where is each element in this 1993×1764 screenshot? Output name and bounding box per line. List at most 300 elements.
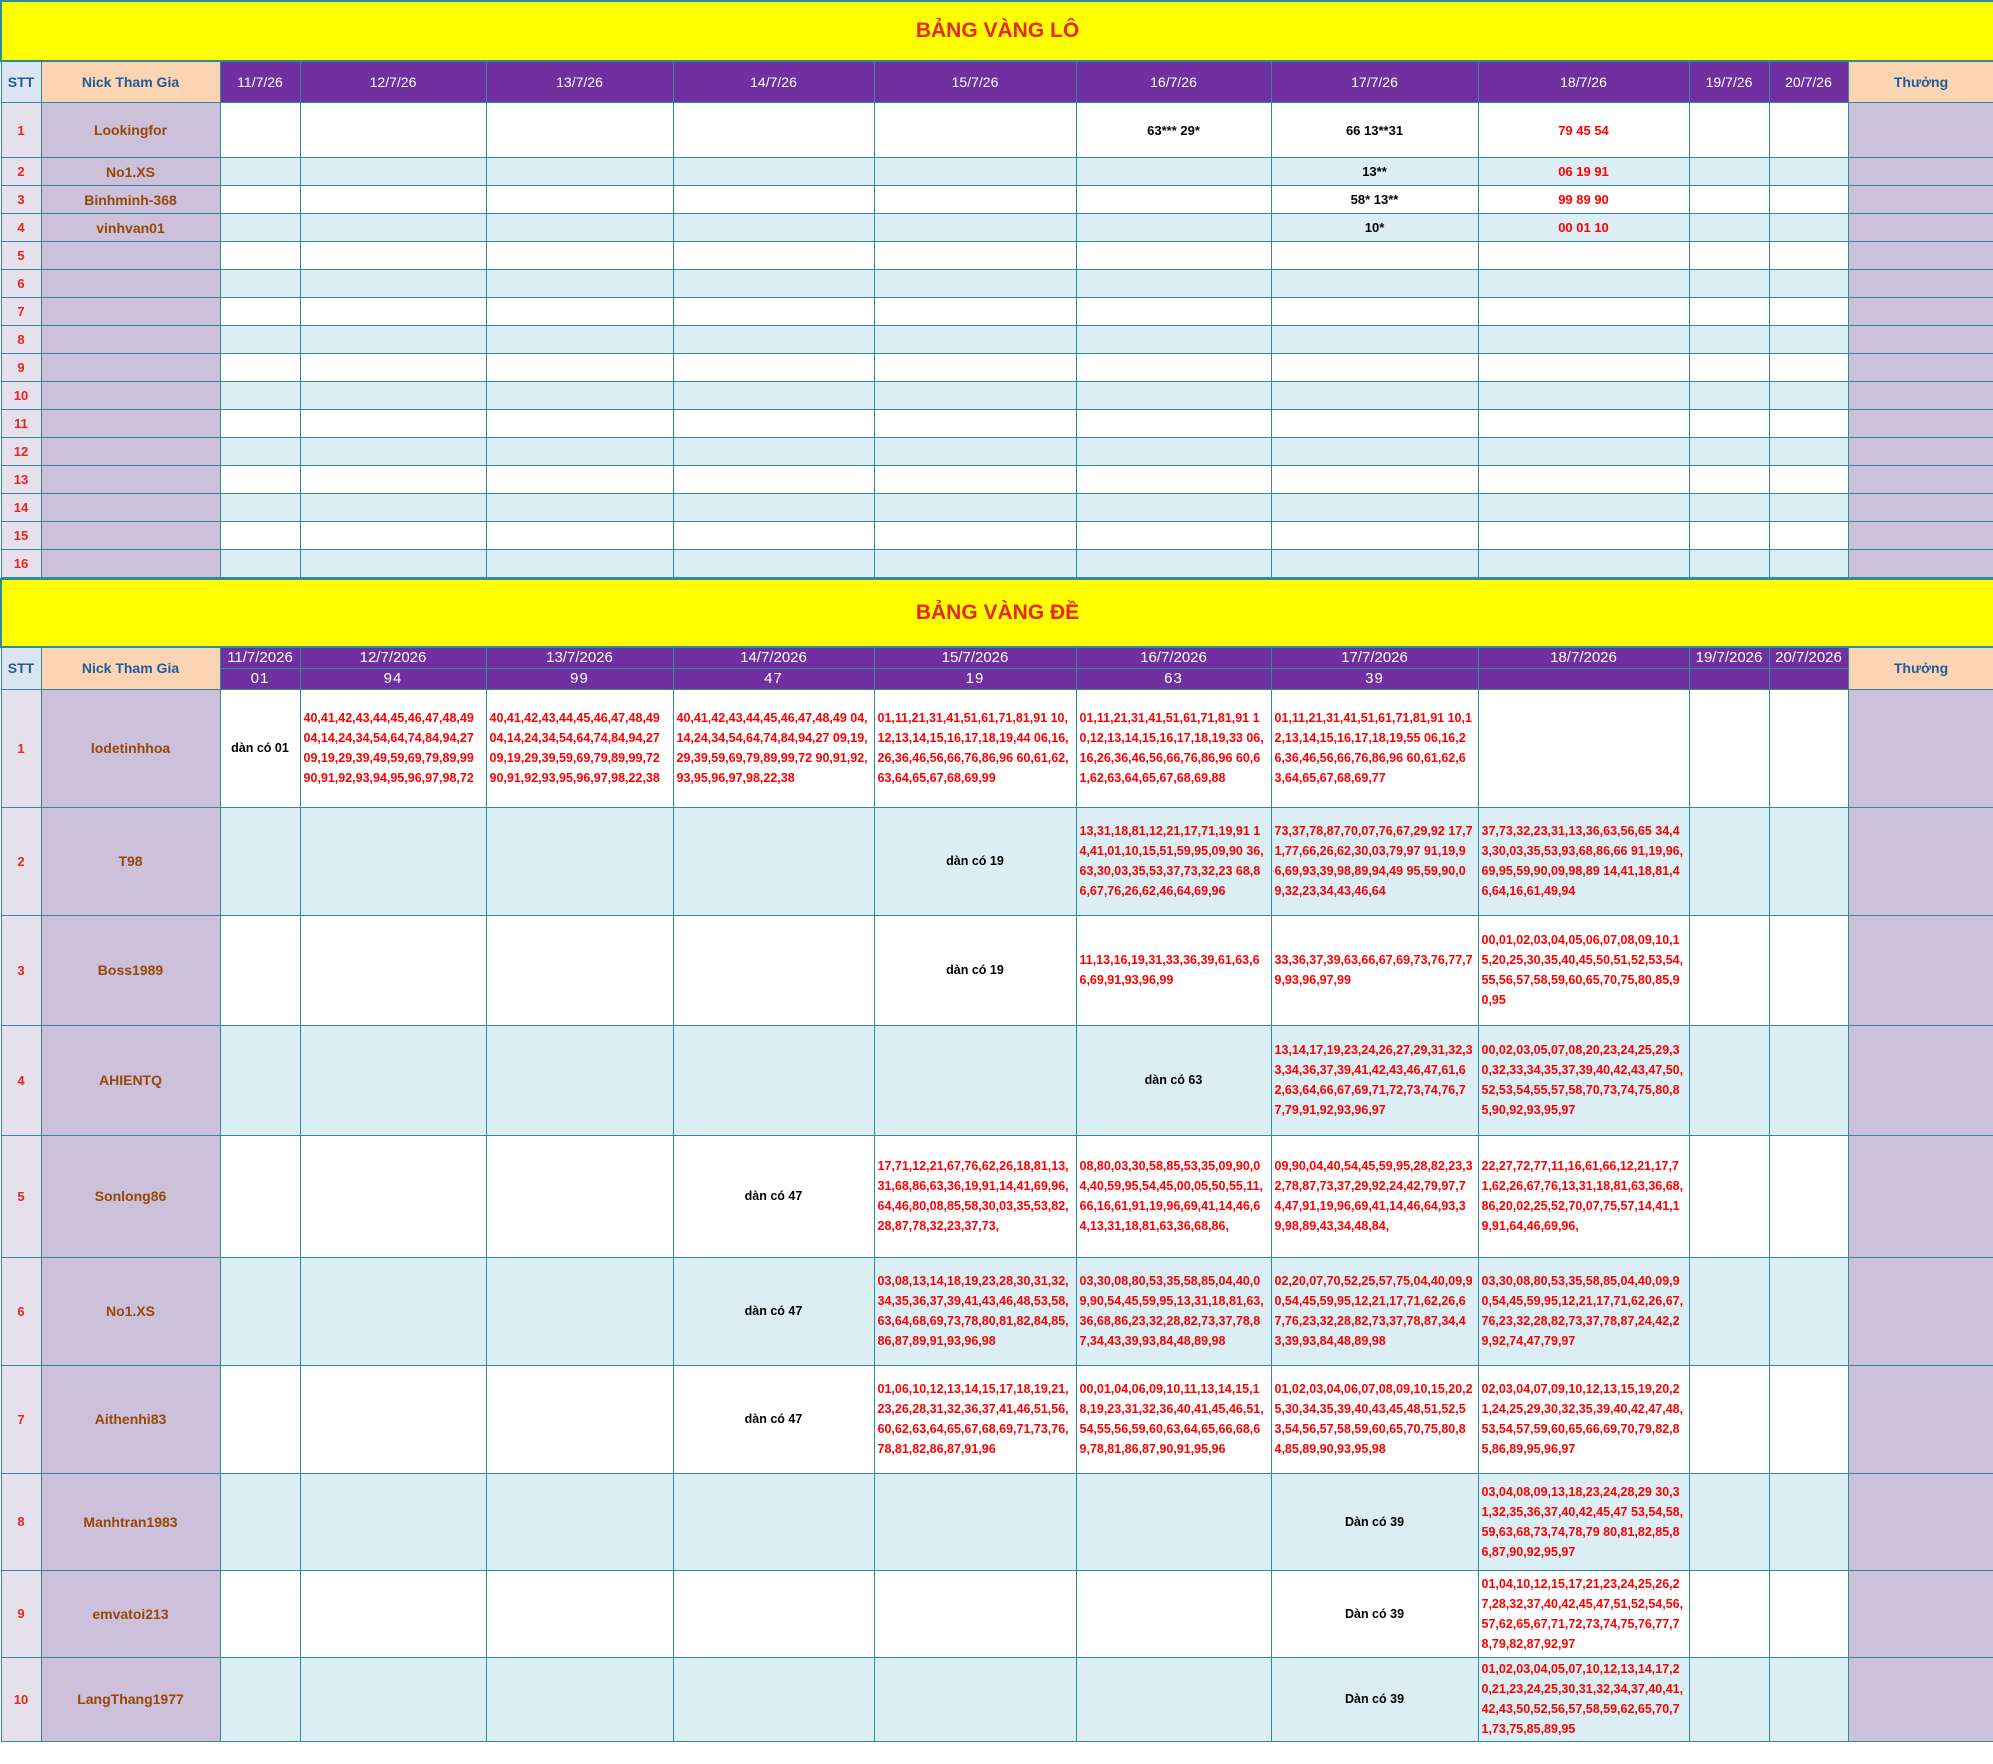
de-cell: 17,71,12,21,67,76,62,26,18,81,13,31,68,86,63,36,19,91,14,41,69,96,64,46,80,08,85,58,30,03,35,53,82,28,87,78,32,23,37,73, (874, 1135, 1076, 1257)
de-cell: 03,08,13,14,18,19,23,28,30,31,32,34,35,36,37,39,41,43,46,48,53,58,63,64,68,69,73,78,80,81,82,84,85,86,87,89,91,93,96,98 (874, 1257, 1076, 1365)
lo-cell (1769, 270, 1848, 298)
lo-cell (486, 494, 673, 522)
lo-cell (486, 242, 673, 270)
lo-cell (874, 382, 1076, 410)
lo-cell (874, 466, 1076, 494)
lo-cell: 00 01 10 (1478, 214, 1689, 242)
lo-cell (673, 298, 874, 326)
de-row (1, 1657, 1993, 1741)
lo-cell (1271, 298, 1478, 326)
lo-cell (874, 103, 1076, 158)
lo-cell (1769, 186, 1848, 214)
lo-cell (673, 270, 874, 298)
row-thuong (1848, 1365, 1993, 1473)
row-thuong (1848, 270, 1993, 298)
lo-date-header: 13/7/26 (486, 61, 673, 103)
lo-row (1, 214, 1993, 242)
row-thuong (1848, 326, 1993, 354)
row-stt: 2 (1, 807, 41, 915)
de-cell (1689, 1135, 1769, 1257)
row-thuong (1848, 494, 1993, 522)
lo-cell (300, 326, 486, 354)
lo-cell (673, 522, 874, 550)
lo-cell (1769, 466, 1848, 494)
row-nick: Sonlong86 (41, 1135, 220, 1257)
lo-cell (1271, 522, 1478, 550)
lo-cell (1076, 494, 1271, 522)
lo-cell (300, 550, 486, 578)
de-cell: 02,03,04,07,09,10,12,13,15,19,20,21,24,25,29,30,32,35,39,40,42,47,48,53,54,57,59,60,65,66,69,70,79,82,85,86,89,95,96,97 (1478, 1365, 1689, 1473)
de-result: 94 (300, 668, 486, 689)
row-nick (41, 522, 220, 550)
lo-cell (300, 270, 486, 298)
de-cell (220, 1257, 300, 1365)
de-cell (486, 1473, 673, 1570)
de-cell: 08,80,03,30,58,85,53,35,09,90,04,40,59,95,54,45,00,05,50,55,11,66,16,61,91,19,96,69,41,14,46,64,13,31,18,81,63,36,68,86, (1076, 1135, 1271, 1257)
de-nick-header: Nick Tham Gia (41, 647, 220, 689)
de-cell (486, 1570, 673, 1657)
lo-cell (1076, 298, 1271, 326)
de-cell (1689, 1025, 1769, 1135)
row-nick: T98 (41, 807, 220, 915)
lo-cell (1769, 326, 1848, 354)
de-result (1478, 668, 1689, 689)
de-cell (220, 1473, 300, 1570)
row-stt: 1 (1, 103, 41, 158)
lo-date-header: 14/7/26 (673, 61, 874, 103)
lo-cell (1478, 438, 1689, 466)
row-stt: 13 (1, 466, 41, 494)
lo-cell (220, 103, 300, 158)
de-cell (300, 1365, 486, 1473)
de-date-header: 11/7/2026 (220, 647, 300, 668)
dan-label: dàn có 19 (874, 915, 1076, 1025)
row-thuong (1848, 354, 1993, 382)
lo-cell (1076, 270, 1271, 298)
lo-date-header: 16/7/26 (1076, 61, 1271, 103)
lo-cell (220, 298, 300, 326)
row-nick (41, 382, 220, 410)
lo-cell (1271, 550, 1478, 578)
de-cell: 03,30,08,80,53,35,58,85,04,40,09,90,54,45,59,95,13,31,18,81,63,36,68,86,23,32,28,82,73,37,78,87,34,43,39,93,84,48,89,98 (1076, 1257, 1271, 1365)
de-cell (300, 915, 486, 1025)
lo-cell (300, 410, 486, 438)
de-cell (300, 1657, 486, 1741)
de-cell: 03,04,08,09,13,18,23,24,28,29 30,31,32,35,36,37,40,42,45,47 53,54,58,59,63,68,73,74,78,79 80,81,82,85,86,87,90,92,95,97 (1478, 1473, 1689, 1570)
row-thuong (1848, 242, 1993, 270)
lo-cell (1689, 298, 1769, 326)
de-cell: 13,14,17,19,23,24,26,27,29,31,32,33,34,36,37,39,41,42,43,46,47,61,62,63,64,66,67,69,71,72,73,74,76,77,79,91,92,93,96,97 (1271, 1025, 1478, 1135)
lo-title: BẢNG VÀNG LÔ (1, 1, 1993, 61)
lo-date-header: 20/7/26 (1769, 61, 1848, 103)
lo-cell (300, 186, 486, 214)
lo-row (1, 270, 1993, 298)
row-thuong (1848, 1025, 1993, 1135)
lo-body (1, 103, 1993, 578)
de-cell (874, 1657, 1076, 1741)
de-cell (220, 915, 300, 1025)
lo-row (1, 494, 1993, 522)
lo-cell: 63*** 29* (1076, 103, 1271, 158)
de-cell (486, 1257, 673, 1365)
row-stt: 5 (1, 1135, 41, 1257)
row-stt: 14 (1, 494, 41, 522)
lo-cell: 13** (1271, 158, 1478, 186)
lo-cell (1478, 298, 1689, 326)
lo-cell (1689, 214, 1769, 242)
row-stt: 8 (1, 1473, 41, 1570)
lo-cell (220, 494, 300, 522)
lo-cell (300, 522, 486, 550)
de-cell (300, 1570, 486, 1657)
row-thuong (1848, 186, 1993, 214)
row-stt: 5 (1, 242, 41, 270)
lo-cell (874, 186, 1076, 214)
de-cell (1076, 1570, 1271, 1657)
lo-thuong-header: Thưởng (1848, 61, 1993, 103)
de-cell (1076, 1473, 1271, 1570)
lo-cell (1271, 354, 1478, 382)
row-stt: 12 (1, 438, 41, 466)
de-row (1, 1365, 1993, 1473)
de-thuong-header: Thưởng (1848, 647, 1993, 689)
lo-cell (874, 242, 1076, 270)
de-cell (220, 1365, 300, 1473)
lo-cell (1689, 354, 1769, 382)
lo-cell (1689, 242, 1769, 270)
de-cell (300, 1257, 486, 1365)
lo-cell (1478, 326, 1689, 354)
de-cell (220, 1025, 300, 1135)
de-cell: 73,37,78,87,70,07,76,67,29,92 17,71,77,66,26,62,30,03,79,97 91,19,96,69,93,39,98,89,94,49 95,59,90,09,32,23,34,43,46,64 (1271, 807, 1478, 915)
lo-cell (1689, 522, 1769, 550)
lo-cell (1689, 550, 1769, 578)
de-cell: 09,90,04,40,54,45,59,95,28,82,23,32,78,87,73,37,29,92,24,42,79,97,74,47,91,19,96,69,41,14,46,64,93,39,98,89,43,34,48,84, (1271, 1135, 1478, 1257)
lo-cell (300, 158, 486, 186)
dan-label: Dàn có 39 (1271, 1657, 1478, 1741)
de-table (0, 578, 1993, 1742)
lo-cell (220, 550, 300, 578)
row-nick (41, 298, 220, 326)
de-cell (1769, 1025, 1848, 1135)
de-cell (1689, 1657, 1769, 1741)
row-thuong (1848, 382, 1993, 410)
row-stt: 11 (1, 410, 41, 438)
de-cell (486, 915, 673, 1025)
lo-cell (1478, 354, 1689, 382)
row-nick: Binhminh-368 (41, 186, 220, 214)
lo-cell (673, 158, 874, 186)
lo-row (1, 438, 1993, 466)
row-thuong (1848, 438, 1993, 466)
lo-table (0, 0, 1993, 578)
de-cell (1689, 807, 1769, 915)
lo-cell (220, 382, 300, 410)
row-nick (41, 550, 220, 578)
de-result: 01 (220, 668, 300, 689)
lo-cell (1076, 214, 1271, 242)
lo-cell (673, 466, 874, 494)
lo-cell (486, 326, 673, 354)
dan-label: dàn có 47 (673, 1365, 874, 1473)
de-cell: 40,41,42,43,44,45,46,47,48,49 04,14,24,34,54,64,74,84,94,27 09,19,29,39,59,69,79,89,99,72 90,91,92,93,95,96,97,98,22,38 (486, 689, 673, 807)
de-cell (486, 1025, 673, 1135)
lo-row (1, 410, 1993, 438)
lo-cell (673, 550, 874, 578)
lo-cell (1076, 438, 1271, 466)
lo-cell (1769, 438, 1848, 466)
row-nick: No1.XS (41, 158, 220, 186)
de-cell (1689, 689, 1769, 807)
de-cell: 03,30,08,80,53,35,58,85,04,40,09,90,54,45,59,95,12,21,17,71,62,26,67,76,23,32,28,82,73,37,78,87,24,42,29,92,74,47,79,97 (1478, 1257, 1689, 1365)
lo-cell (1769, 410, 1848, 438)
row-thuong (1848, 410, 1993, 438)
lo-cell (1769, 550, 1848, 578)
lo-date-header: 12/7/26 (300, 61, 486, 103)
row-stt: 1 (1, 689, 41, 807)
lo-cell (220, 466, 300, 494)
lo-cell (874, 214, 1076, 242)
lo-cell (673, 382, 874, 410)
row-nick: emvatoi213 (41, 1570, 220, 1657)
de-row (1, 1025, 1993, 1135)
de-cell (673, 1025, 874, 1135)
row-stt: 7 (1, 1365, 41, 1473)
lo-cell (1478, 410, 1689, 438)
lo-cell (1689, 186, 1769, 214)
lo-cell (1271, 494, 1478, 522)
lo-cell (1689, 382, 1769, 410)
lo-cell (220, 438, 300, 466)
de-cell (1478, 689, 1689, 807)
lo-cell (486, 550, 673, 578)
lo-cell (1689, 326, 1769, 354)
de-cell: 13,31,18,81,12,21,17,71,19,91 14,41,01,10,15,51,59,95,09,90 36,63,30,03,35,53,37,73,32,23 68,86,67,76,26,62,46,64,69,96 (1076, 807, 1271, 915)
de-date-header: 14/7/2026 (673, 647, 874, 668)
de-cell: 40,41,42,43,44,45,46,47,48,49 04,14,24,34,54,64,74,84,94,27 09,19,29,39,49,59,69,79,89,99 90,91,92,93,94,95,96,97,98,72 (300, 689, 486, 807)
row-stt: 4 (1, 1025, 41, 1135)
lo-date-header: 19/7/26 (1689, 61, 1769, 103)
lo-cell (1076, 550, 1271, 578)
de-cell: 01,02,03,04,05,07,10,12,13,14,17,20,21,23,24,25,30,31,32,34,37,40,41,42,43,50,52,56,57,58,59,62,65,70,71,73,75,85,89,95 (1478, 1657, 1689, 1741)
de-result: 39 (1271, 668, 1478, 689)
row-stt: 6 (1, 1257, 41, 1365)
de-cell (1689, 915, 1769, 1025)
lo-cell (486, 298, 673, 326)
row-thuong (1848, 1135, 1993, 1257)
lo-cell (1689, 438, 1769, 466)
de-cell (1769, 1257, 1848, 1365)
row-thuong (1848, 1257, 1993, 1365)
row-stt: 4 (1, 214, 41, 242)
row-stt: 7 (1, 298, 41, 326)
lo-cell (300, 494, 486, 522)
de-row (1, 1135, 1993, 1257)
lo-cell (1478, 522, 1689, 550)
de-cell (486, 1365, 673, 1473)
de-cell (1689, 1365, 1769, 1473)
row-nick: lodetinhhoa (41, 689, 220, 807)
de-cell (1689, 1473, 1769, 1570)
de-row (1, 1473, 1993, 1570)
lo-cell (673, 214, 874, 242)
de-cell (486, 807, 673, 915)
lo-cell: 79 45 54 (1478, 103, 1689, 158)
lo-row (1, 522, 1993, 550)
lo-cell (1076, 410, 1271, 438)
lo-cell (220, 522, 300, 550)
row-stt: 10 (1, 1657, 41, 1741)
lo-cell: 58* 13** (1271, 186, 1478, 214)
lo-cell (486, 354, 673, 382)
de-row (1, 1257, 1993, 1365)
lo-cell (220, 270, 300, 298)
de-cell: 01,11,21,31,41,51,61,71,81,91 10,12,13,14,15,16,17,18,19,33 06,16,26,36,46,56,66,76,86,96 60,61,62,63,64,65,67,68,69,88 (1076, 689, 1271, 807)
lo-row (1, 382, 1993, 410)
lo-nick-header: Nick Tham Gia (41, 61, 220, 103)
de-cell (1769, 915, 1848, 1025)
de-cell (1769, 689, 1848, 807)
lo-row (1, 298, 1993, 326)
de-cell (1769, 1657, 1848, 1741)
lo-cell (1478, 466, 1689, 494)
lo-row (1, 186, 1993, 214)
row-nick: LangThang1977 (41, 1657, 220, 1741)
lo-cell (874, 550, 1076, 578)
row-stt: 6 (1, 270, 41, 298)
lo-cell (673, 326, 874, 354)
de-result: 99 (486, 668, 673, 689)
de-cell: 01,11,21,31,41,51,61,71,81,91 10,12,13,14,15,16,17,18,19,55 06,16,26,36,46,56,66,76,86,96 60,61,62,63,64,65,67,68,69,77 (1271, 689, 1478, 807)
de-cell (220, 1135, 300, 1257)
dan-label: dàn có 19 (874, 807, 1076, 915)
de-cell: 33,36,37,39,63,66,67,69,73,76,77,79,93,96,97,99 (1271, 915, 1478, 1025)
lo-cell (1076, 522, 1271, 550)
de-body (1, 689, 1993, 1741)
lo-cell (874, 158, 1076, 186)
row-thuong (1848, 466, 1993, 494)
de-result: 47 (673, 668, 874, 689)
de-cell: 00,02,03,05,07,08,20,23,24,25,29,30,32,33,34,35,37,39,40,42,43,47,50,52,53,54,55,57,58,70,73,74,75,80,85,90,92,93,95,97 (1478, 1025, 1689, 1135)
dan-label: dàn có 47 (673, 1135, 874, 1257)
de-cell (1769, 1365, 1848, 1473)
de-result: 63 (1076, 668, 1271, 689)
lo-cell (300, 466, 486, 494)
de-date-header: 20/7/2026 (1769, 647, 1848, 668)
lo-cell (1769, 522, 1848, 550)
row-stt: 8 (1, 326, 41, 354)
lo-cell (1478, 494, 1689, 522)
lo-cell (1076, 242, 1271, 270)
lo-cell (673, 410, 874, 438)
de-cell (1769, 1570, 1848, 1657)
lo-cell (874, 410, 1076, 438)
dan-label: dàn có 47 (673, 1257, 874, 1365)
de-cell (1769, 807, 1848, 915)
de-result: 19 (874, 668, 1076, 689)
lo-cell (1769, 214, 1848, 242)
row-nick (41, 270, 220, 298)
lo-cell (874, 438, 1076, 466)
lo-cell (1076, 326, 1271, 354)
dan-label: dàn có 01 (220, 689, 300, 807)
lo-cell (300, 438, 486, 466)
row-thuong (1848, 915, 1993, 1025)
de-cell (300, 1025, 486, 1135)
lo-cell (874, 522, 1076, 550)
lo-cell (1769, 354, 1848, 382)
row-thuong (1848, 1570, 1993, 1657)
de-cell (1769, 1473, 1848, 1570)
lo-cell (874, 354, 1076, 382)
row-stt: 15 (1, 522, 41, 550)
lo-cell (1076, 186, 1271, 214)
de-row (1, 807, 1993, 915)
de-date-header: 18/7/2026 (1478, 647, 1689, 668)
row-thuong (1848, 522, 1993, 550)
lo-cell (1271, 438, 1478, 466)
lo-cell (1689, 103, 1769, 158)
lo-cell: 06 19 91 (1478, 158, 1689, 186)
row-nick (41, 242, 220, 270)
lo-cell (220, 242, 300, 270)
de-cell (874, 1570, 1076, 1657)
row-nick: Boss1989 (41, 915, 220, 1025)
lo-date-header: 11/7/26 (220, 61, 300, 103)
lo-cell (220, 410, 300, 438)
lo-cell (1076, 466, 1271, 494)
de-cell (486, 1135, 673, 1257)
lo-cell (673, 103, 874, 158)
de-cell (1769, 1135, 1848, 1257)
row-thuong (1848, 807, 1993, 915)
lo-row (1, 354, 1993, 382)
lo-cell (1689, 158, 1769, 186)
lo-cell (1271, 466, 1478, 494)
lo-cell (220, 158, 300, 186)
lo-cell (300, 354, 486, 382)
row-nick (41, 438, 220, 466)
lo-row (1, 103, 1993, 158)
lo-cell (486, 158, 673, 186)
row-stt: 3 (1, 915, 41, 1025)
lo-cell (673, 354, 874, 382)
de-row (1, 1570, 1993, 1657)
de-cell (673, 1657, 874, 1741)
lo-cell (1076, 354, 1271, 382)
lo-cell (486, 270, 673, 298)
de-cell: 01,06,10,12,13,14,15,17,18,19,21,23,26,28,31,32,36,37,41,46,51,56,60,62,63,64,65,67,68,69,71,73,76,78,81,82,86,87,91,96 (874, 1365, 1076, 1473)
row-nick: Manhtran1983 (41, 1473, 220, 1570)
de-date-header: 16/7/2026 (1076, 647, 1271, 668)
lo-cell (1478, 382, 1689, 410)
de-cell: 40,41,42,43,44,45,46,47,48,49 04,14,24,34,54,64,74,84,94,27 09,19,29,39,59,69,79,89,99,72 90,91,92,93,95,96,97,98,22,38 (673, 689, 874, 807)
row-thuong (1848, 1473, 1993, 1570)
row-nick: Aithenhi83 (41, 1365, 220, 1473)
lo-cell (1769, 382, 1848, 410)
lo-cell (300, 103, 486, 158)
lo-cell (1769, 298, 1848, 326)
row-nick: vinhvan01 (41, 214, 220, 242)
lo-cell (1478, 550, 1689, 578)
lo-cell (874, 270, 1076, 298)
row-thuong (1848, 689, 1993, 807)
lo-cell (1478, 270, 1689, 298)
lo-cell (486, 438, 673, 466)
de-cell (220, 807, 300, 915)
lo-row (1, 466, 1993, 494)
row-stt: 16 (1, 550, 41, 578)
